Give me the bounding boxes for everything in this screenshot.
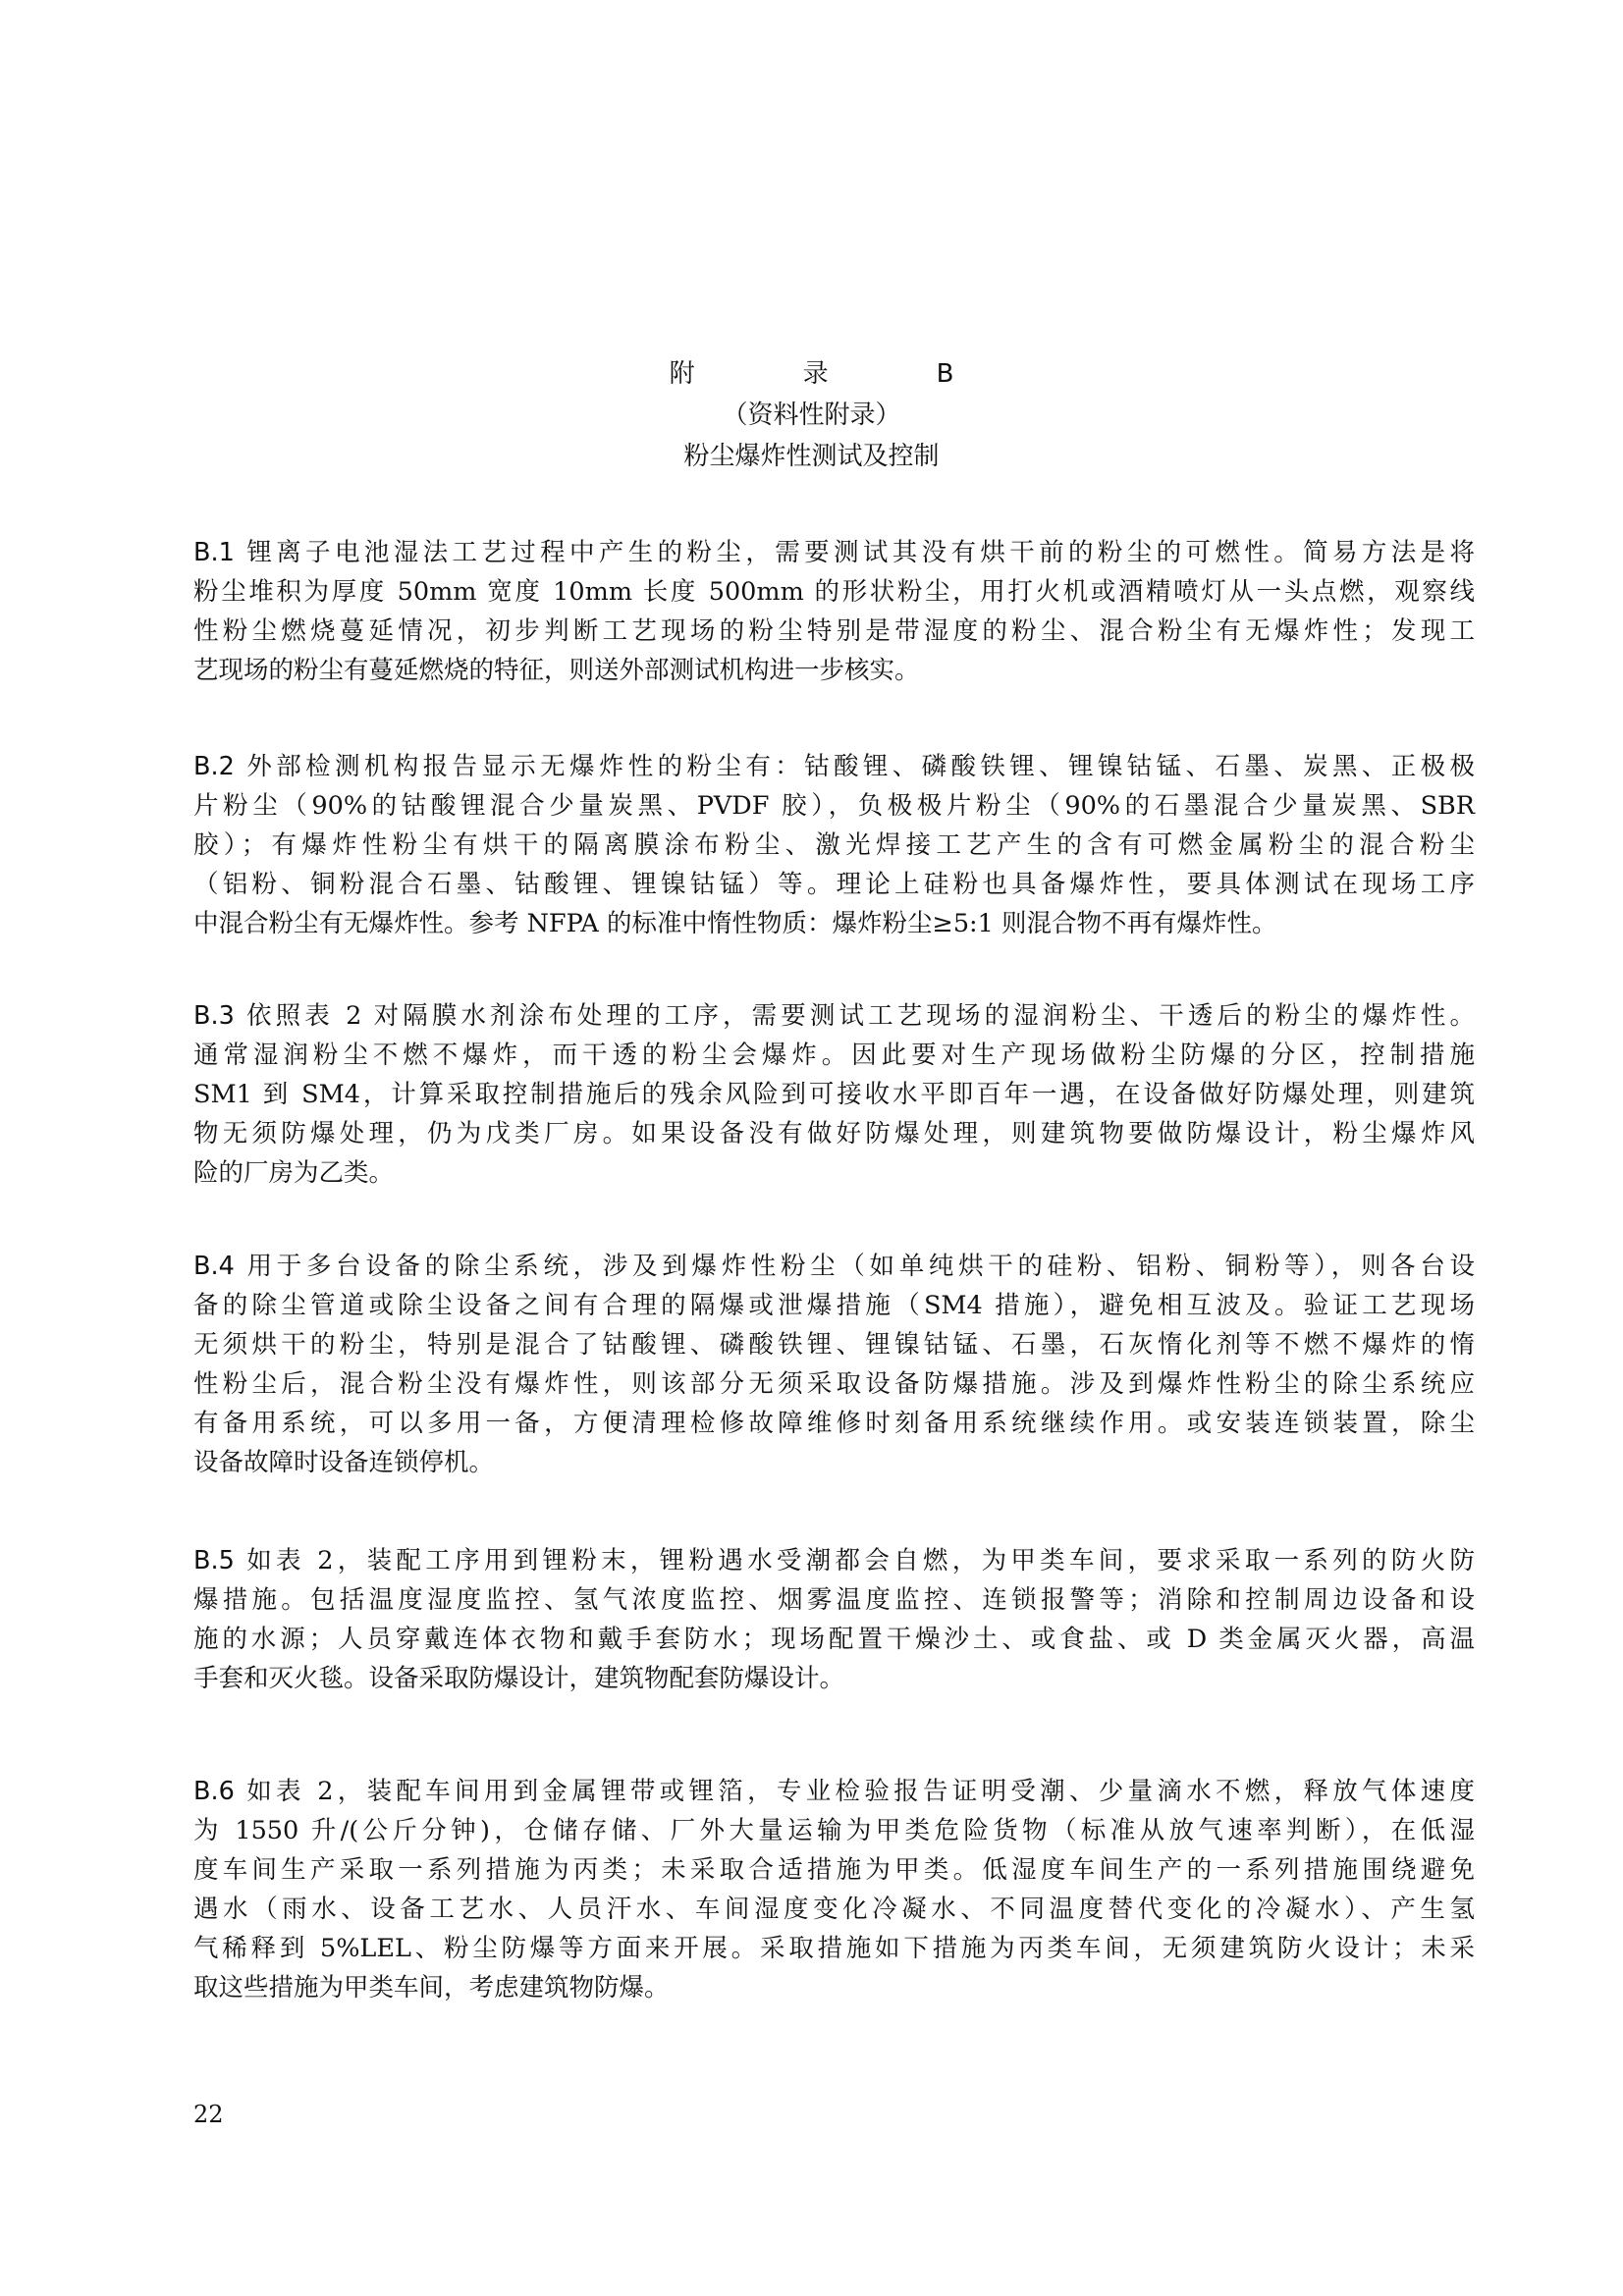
paragraph-line: 胶）；有爆炸性粉尘有烘干的隔离膜涂布粉尘、激光焊接工艺产生的含有可燃金属粉尘的混合粉尘 (193, 830, 1475, 860)
line-text: 如表 2，装配工序用到锂粉末，锂粉遇水受潮都会自燃，为甲类车间，要求采取一系列的防火防 (234, 1546, 1475, 1575)
paragraph-b5 (193, 1541, 1475, 1698)
paragraph-line: 险的厂房为乙类。 (193, 1158, 395, 1188)
section-label: B.3 (193, 1001, 235, 1031)
paragraph-b2 (193, 747, 1475, 943)
paragraph-line: SM1 到 SM4，计算采取控制措施后的残余风险到可接收水平即百年一遇，在设备做好防爆处理，则建筑 (193, 1080, 1475, 1109)
paragraph-line: 度车间生产采取一系列措施为丙类；未采取合适措施为甲类。低湿度车间生产的一系列措施围绕避免 (193, 1855, 1475, 1885)
appendix-letter: B (936, 359, 954, 389)
paragraph-line (193, 996, 1475, 1036)
paragraph-line: 气稀释到 5%LEL、粉尘防爆等方面来开展。采取措施如下措施为丙类车间，无须建筑防火设计；未采 (193, 1934, 1475, 1963)
paragraph-b4 (193, 1247, 1475, 1482)
paragraph-b6 (193, 1772, 1475, 2007)
section-label: B.1 (193, 538, 235, 567)
line-text: 如表 2，装配车间用到金属锂带或锂箔，专业检验报告证明受潮、少量滴水不燃，释放气体速度 (234, 1777, 1475, 1806)
paragraph-line: 性粉尘燃烧蔓延情况，初步判断工艺现场的粉尘特别是带湿度的粉尘、混合粉尘有无爆炸性；发现工 (193, 616, 1475, 646)
paragraph-line (193, 533, 1475, 572)
line-text: 锂离子电池湿法工艺过程中产生的粉尘，需要测试其没有烘干前的粉尘的可燃性。简易方法是将 (234, 538, 1475, 567)
paragraph-line: 有备用系统，可以多用一备，方便清理检修故障维修时刻备用系统继续作用。或安装连锁装置，除尘 (193, 1409, 1475, 1438)
paragraph-line: 遇水（雨水、设备工艺水、人员汗水、车间湿度变化冷凝水、不同温度替代变化的冷凝水）、产生氢 (193, 1895, 1475, 1924)
paragraph-line: 艺现场的粉尘有蔓延燃烧的特征，则送外部测试机构进一步核实。 (193, 656, 920, 685)
paragraph-line (193, 747, 1475, 786)
section-label: B.5 (193, 1546, 235, 1575)
paragraph-line: 片粉尘（90%的钴酸锂混合少量炭黑、PVDF 胶），负极极片粉尘（90%的石墨混合少量炭黑、SBR (193, 791, 1475, 821)
appendix-title: 粉尘爆炸性测试及控制 (683, 442, 940, 471)
paragraph-line: 无须烘干的粉尘，特别是混合了钴酸锂、磷酸铁锂、锂镍钴锰、石墨，石灰惰化剂等不燃不爆炸的惰 (193, 1330, 1475, 1360)
paragraph-line (193, 1772, 1475, 1811)
paragraph-line: （铝粉、铜粉混合石墨、钴酸锂、锂镍钴锰）等。理论上硅粉也具备爆炸性，要具体测试在现场工序 (193, 870, 1475, 899)
paragraph-line: 施的水源；人员穿戴连体衣物和戴手套防水；现场配置干燥沙土、或食盐、或 D 类金属灭火器，高温 (193, 1625, 1475, 1654)
paragraph-line: 设备故障时设备连锁停机。 (193, 1448, 495, 1477)
section-label: B.2 (193, 752, 235, 781)
section-label: B.6 (193, 1777, 235, 1806)
line-text: 用于多台设备的除尘系统，涉及到爆炸性粉尘（如单纯烘干的硅粉、铝粉、铜粉等），则各台设 (234, 1252, 1475, 1281)
paragraph-line: 物无须防爆处理，仍为戊类厂房。如果设备没有做好防爆处理，则建筑物要做防爆设计，粉尘爆炸风 (193, 1119, 1475, 1148)
paragraph-line: 粉尘堆积为厚度 50mm 宽度 10mm 长度 500mm 的形状粉尘，用打火机或酒精喷灯从一头点燃，观察线 (193, 577, 1475, 607)
paragraph-line: 通常湿润粉尘不燃不爆炸，而干透的粉尘会爆炸。因此要对生产现场做粉尘防爆的分区，控制措施 (193, 1041, 1475, 1070)
appendix-subtitle: （资料性附录） (722, 400, 901, 430)
paragraph-line (193, 1247, 1475, 1286)
appendix-word-1: 附 (669, 359, 695, 389)
line-text: 外部检测机构报告显示无爆炸性的粉尘有：钴酸锂、磷酸铁锂、锂镍钴锰、石墨、炭黑、正极极 (234, 752, 1475, 781)
paragraph-b1 (193, 533, 1475, 690)
paragraph-line (193, 1541, 1475, 1580)
paragraph-line: 爆措施。包括温度湿度监控、氢气浓度监控、烟雾温度监控、连锁报警等；消除和控制周边设备和设 (193, 1585, 1475, 1615)
paragraph-line: 取这些措施为甲类车间，考虑建筑物防爆。 (193, 1973, 670, 2002)
paragraph-line: 备的除尘管道或除尘设备之间有合理的隔爆或泄爆措施（SM4 措施），避免相互波及。验证工艺现场 (193, 1291, 1475, 1320)
paragraph-b3 (193, 996, 1475, 1193)
paragraph-line: 中混合粉尘有无爆炸性。参考 NFPA 的标准中惰性物质：爆炸粉尘≥5:1 则混合物不再有爆炸性。 (193, 909, 1277, 938)
paragraph-line: 为 1550 升/(公斤分钟)，仓储存储、厂外大量运输为甲类危险货物（标准从放气速率判断），在低湿 (193, 1816, 1475, 1845)
appendix-heading (0, 353, 1623, 390)
section-label: B.4 (193, 1252, 235, 1281)
paragraph-line: 手套和灭火毯。设备采取防爆设计，建筑物配套防爆设计。 (193, 1664, 845, 1693)
appendix-word-2: 录 (802, 359, 829, 389)
paragraph-line: 性粉尘后，混合粉尘没有爆炸性，则该部分无须采取设备防爆措施。涉及到爆炸性粉尘的除尘系统应 (193, 1369, 1475, 1399)
page-number: 22 (193, 2101, 224, 2128)
line-text: 依照表 2 对隔膜水剂涂布处理的工序，需要测试工艺现场的湿润粉尘、干透后的粉尘的爆炸性。 (234, 1001, 1475, 1031)
